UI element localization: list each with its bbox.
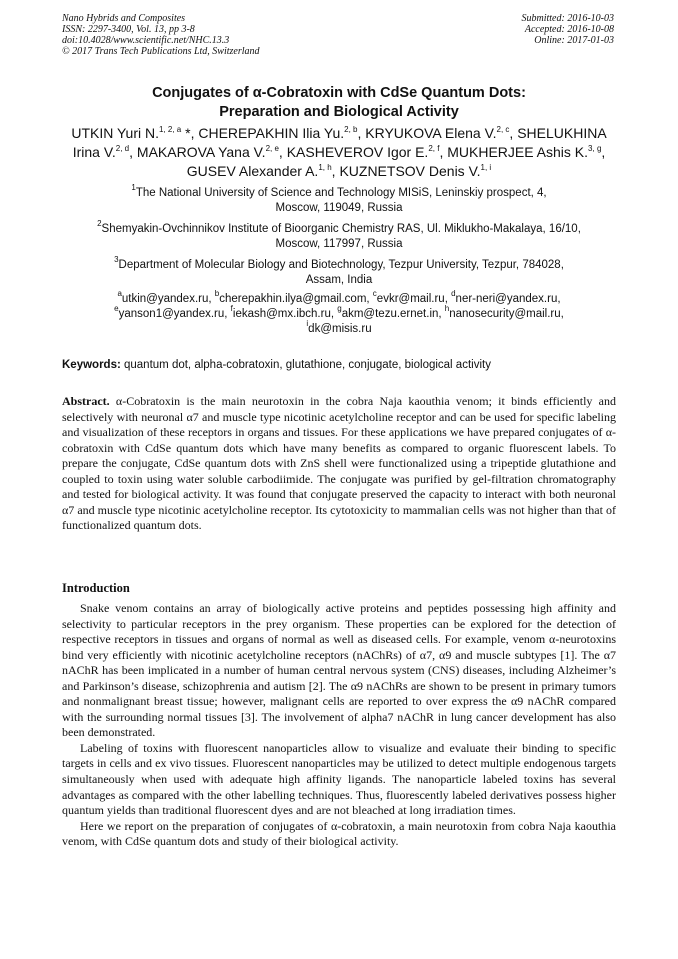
- author-name: GUSEV Alexander A.: [186, 163, 319, 179]
- affiliation-number: 3: [114, 255, 119, 264]
- journal-doi: doi:10.4028/www.scientific.net/NHC.13.3: [62, 35, 230, 46]
- email-address: iekash@mx.ibch.ru: [232, 308, 331, 320]
- journal-copyright: © 2017 Trans Tech Publications Ltd, Switzerland: [62, 46, 260, 57]
- email-line: [62, 319, 616, 337]
- author: [71, 125, 198, 141]
- affiliation-text: Moscow, 119049, Russia: [275, 202, 403, 214]
- journal-name: Nano Hybrids and Composites: [62, 13, 186, 24]
- author: [187, 163, 340, 179]
- keywords-text: quantum dot, alpha-cobratoxin, glutathione, conjugate, biological activity: [124, 359, 491, 371]
- affiliation-text: Shemyakin-Ovchinnikov Institute of Bioorganic Chemistry RAS, Ul. Miklukho-Makalaya, 16/10,: [101, 223, 581, 235]
- abstract-label: Abstract.: [62, 394, 110, 408]
- email-marker: h: [444, 304, 450, 313]
- author-separator: ,: [439, 144, 448, 160]
- email-address: evkr@mail.ru: [376, 293, 445, 305]
- abstract-text: α-Cobratoxin is the main neurotoxin in the cobra Naja kaouthia venom; it binds efficiently and selectively with neuronal α7 and muscle type nicotinic acetylcholine receptor and can be used for specific labeling and visualization of these receptors in organs and tissues. For these applications we have prepared conjugates of α-cobratoxin with CdSe quantum dots which have many benefits as compared to organic fluorescent labels. To prepare the conjugate, CdSe quantum dots with ZnS shell were functionalized using a tripeptide glutathione and coupled to toxin using water soluble carbodiimide. The conjugate was purified by gel-filtration chromatography and tested for biological activity. It was found that conjugate preserved the capacity to interact with both neuronal α7 and muscle type nicotinic acetylcholine receptor. Its cytotoxicity to mammalian cells was not higher than that of functionalized quantum dots.: [62, 394, 617, 533]
- email-marker: g: [337, 304, 342, 313]
- author: [198, 125, 365, 141]
- introduction-body: [62, 601, 616, 850]
- submitted-date: Submitted: 2016-10-03: [521, 13, 614, 24]
- author-separator: ,: [190, 125, 199, 141]
- author-affiliation-marker: 2, c: [496, 125, 510, 134]
- affiliation-1: [62, 183, 616, 216]
- journal-issn: ISSN: 2297-3400, Vol. 13, pp 3-8: [62, 24, 195, 35]
- author-name: KUZNETSOV Denis V.: [339, 163, 481, 179]
- author-affiliation-marker: 2, b: [344, 125, 358, 134]
- email-marker: a: [117, 289, 122, 298]
- email-marker: i: [306, 319, 309, 328]
- paragraph: Snake venom contains an array of biologically active proteins and peptides possessing high affinity and selectivity to particular receptors in the prey organism. These properties can be explored for the detection of respective receptors in tissues and organs of normal as well as diseased cells. For example, venom α-neurotoxins bind very efficiently with nicotinic acetylcholine receptors (nAChRs) of α7, α9 and muscle subtypes [1]. The α7 nAChR has been implicated in a number of human central nervous system (CNS) diseases, including Alzheimer’s and Parkinson’s disease, schizophrenia and autism [2]. The α9 nAChRs are shown to be present in primary tumors and nonmalignant breast tissue; however, malignant cells are reported to over express the α9 nAChR compared with the surrounding normal tissues [3]. The involvement of alpha7 nAChR in lung cancer development has also been demonstrated.: [62, 601, 616, 740]
- author: [339, 163, 491, 179]
- author-affiliation-marker: 1, h: [318, 163, 332, 172]
- email-address: dk@misis.ru: [308, 323, 372, 335]
- email-marker: e: [114, 304, 119, 313]
- author-affiliation-marker: 2, f: [428, 144, 440, 153]
- author-name: KASHEVEROV Igor E.: [286, 144, 429, 160]
- paragraph: Here we report on the preparation of conjugates of α-cobratoxin, a main neurotoxin from cobra Naja kaouthia venom, with CdSe quantum dots and study of their biological activity.: [62, 818, 616, 849]
- email-marker: f: [230, 304, 233, 313]
- author-name: MAKAROVA Yana V.: [136, 144, 266, 160]
- affiliation-text: Assam, India: [305, 274, 373, 286]
- online-date: Online: 2017-01-03: [534, 35, 614, 46]
- author-affiliation-marker: 3, g: [588, 144, 602, 153]
- author-corresponding-mark: *: [181, 125, 191, 141]
- email-marker: b: [214, 289, 220, 298]
- keywords-label: Keywords:: [62, 359, 121, 371]
- submission-dates: [522, 13, 615, 46]
- author-name: SHELUKHINA Irina V.: [72, 125, 607, 160]
- paragraph: Labeling of toxins with fluorescent nanoparticles allow to visualize and evaluate their binding to specific targets in cells and ex vivo tissues. Fluorescent nanoparticles may be utilized to detect multiple endogenous targets simultaneously when used with adequate high affinity ligands. The nanoparticle labeled toxins has several advantages as compared with the other labelling techniques. Thus, fluorescently labeled derivatives possess higher quantum yields than traditional fluorescent dyes and are not bleached at long irradiation times.: [62, 740, 616, 818]
- author-separator: ,: [509, 125, 518, 141]
- author-separator: ,: [331, 163, 340, 179]
- email-address: akm@tezu.ernet.in: [341, 308, 439, 320]
- accepted-date: Accepted: 2016-10-08: [524, 24, 614, 35]
- author-list: [62, 124, 616, 181]
- affiliation-text: Moscow, 117997, Russia: [275, 238, 403, 250]
- email-address: yanson1@yandex.ru: [118, 308, 225, 320]
- affiliation-text: Department of Molecular Biology and Biotechnology, Tezpur University, Tezpur, 784028,: [118, 259, 564, 271]
- affiliation-number: 1: [131, 183, 136, 192]
- author-name: CHEREPAKHIN Ilia Yu.: [198, 125, 345, 141]
- author-name: KRYUKOVA Elena V.: [365, 125, 497, 141]
- journal-info: [62, 13, 260, 57]
- email-list: [62, 289, 616, 337]
- author: [137, 144, 287, 160]
- affiliation-text: The National University of Science and Technology MISiS, Leninskiy prospect, 4,: [135, 187, 547, 199]
- email-address: ner-neri@yandex.ru: [455, 293, 558, 305]
- affiliation-number: 2: [97, 219, 102, 228]
- email-line: $^e$yanson1@yandex.ru, $^f$iekash@mx.ibch.ru, $^g$akm@tezu.ernet.in, $^h$nanosecurity@mail.ru,: [114, 304, 564, 320]
- author-name: MUKHERJEE Ashis K.: [447, 144, 589, 160]
- email-marker: c: [372, 289, 377, 298]
- email-address: cherepakhin.ilya@gmail.com: [219, 293, 367, 305]
- keywords: [62, 358, 616, 373]
- author-affiliation-marker: 1, i: [480, 163, 492, 172]
- author-affiliation-marker: 1, 2, a: [158, 125, 182, 134]
- email-address: nanosecurity@mail.ru: [449, 308, 561, 320]
- author-name: UTKIN Yuri N.: [71, 125, 159, 141]
- paper-title: [62, 84, 616, 122]
- affiliation-3: [62, 255, 616, 288]
- email-address: utkin@yandex.ru: [121, 293, 209, 305]
- email-marker: d: [451, 289, 456, 298]
- title-line: Conjugates of α-Cobratoxin with CdSe Quantum Dots:: [152, 85, 526, 101]
- author-affiliation-marker: 2, e: [265, 144, 279, 153]
- author: [365, 125, 517, 141]
- email-line: $^a$utkin@yandex.ru, $^b$cherepakhin.ilya@gmail.com, $^c$evkr@mail.ru, $^d$ner-neri@yandex.ru,: [117, 289, 561, 305]
- author-separator: ,: [357, 125, 366, 141]
- title-line: Preparation and Biological Activity: [219, 104, 459, 120]
- section-heading-introduction: Introduction: [62, 581, 130, 595]
- author: [447, 144, 605, 160]
- author: [287, 144, 448, 160]
- author-separator: ,: [601, 144, 606, 160]
- affiliation-2: [62, 219, 616, 252]
- abstract: [62, 394, 616, 534]
- author-separator: ,: [129, 144, 137, 160]
- author-separator: ,: [278, 144, 287, 160]
- author-affiliation-marker: 2, d: [115, 144, 130, 153]
